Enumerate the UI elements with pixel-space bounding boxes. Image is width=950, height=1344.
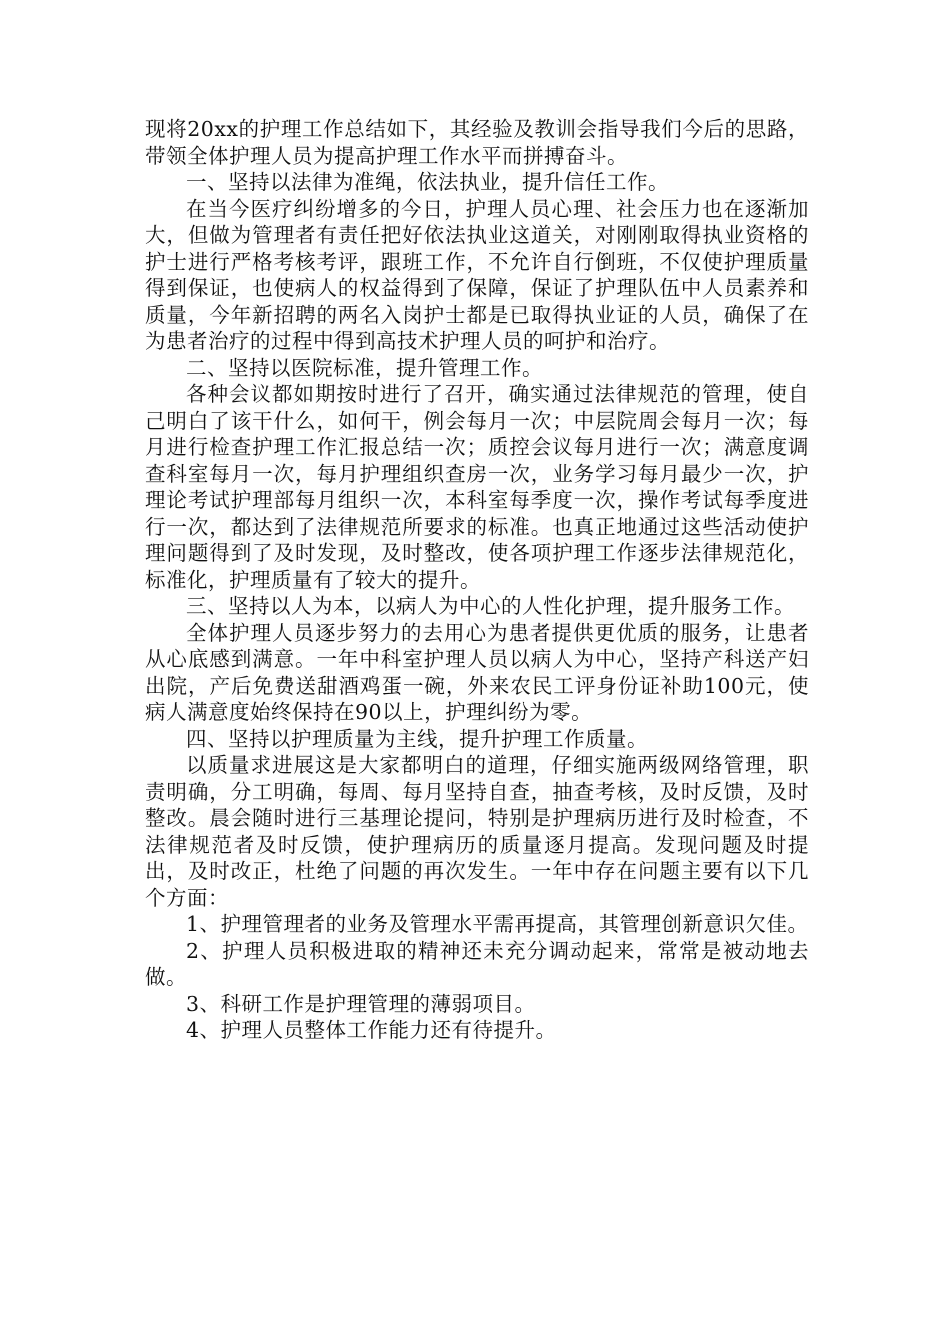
section-heading-1: 一、坚持以法律为准绳，依法执业，提升信任工作。 [186, 170, 669, 194]
body-paragraph: 全体护理人员逐步努力的去用心为患者提供更优质的服务，让患者从心底感到满意。一年中科室护理人员以病人为中心，坚持产科送产妇出院，产后免费送甜酒鸡蛋一碗，外来农民工评身份证补助100元，使病人满意度始终保持在90以上，护理纠纷为零。 [145, 620, 809, 724]
list-item: 3、科研工作是护理管理的薄弱项目。 [186, 991, 536, 1016]
section-heading-3: 三、坚持以人为本，以病人为中心的人性化护理，提升服务工作。 [186, 594, 795, 618]
intro-paragraph: 现将20xx的护理工作总结如下，其经验及教训会指导我们今后的思路，带领全体护理人员为提高护理工作水平而拼搏奋斗。 [145, 117, 809, 168]
body-paragraph: 在当今医疗纠纷增多的今日，护理人员心理、社会压力也在逐渐加大，但做为管理者有责任把好依法执业这道关，对刚刚取得执业资格的护士进行严格考核考评，跟班工作，不允许自行倒班，不仅使护理质量得到保证，也使病人的权益得到了保障，保证了护理队伍中人员素养和质量，今年新招聘的两名入岗护士都是已取得执业证的人员，确保了在为患者治疗的过程中得到高技术护理人员的呵护和治疗。 [145, 196, 809, 353]
body-paragraph: 以质量求进展这是大家都明白的道理，仔细实施两级网络管理，职责明确，分工明确，每周、每月坚持自查，抽查考核，及时反馈，及时整改。晨会随时进行三基理论提问，特别是护理病历进行及时检查，不法律规范者及时反馈，使护理病历的质量逐月提高。发现问题及时提出，及时改正，杜绝了问题的再次发生。一年中存在问题主要有以下几个方面： [145, 753, 809, 910]
list-item: 4、护理人员整体工作能力还有待提升。 [186, 1018, 557, 1042]
list-item: 2、护理人员积极进取的精神还未充分调动起来，常常是被动地去做。 [145, 938, 809, 989]
section-heading-2: 二、坚持以医院标准，提升管理工作。 [186, 355, 543, 380]
document-body [145, 116, 809, 1044]
section-heading-4: 四、坚持以护理质量为主线，提升护理工作质量。 [186, 726, 648, 751]
body-paragraph: 各种会议都如期按时进行了召开，确实通过法律规范的管理，使自己明白了该干什么，如何干，例会每月一次；中层院周会每月一次；每月进行检查护理工作汇报总结一次；质控会议每月进行一次；满意度调查科室每月一次，每月护理组织查房一次，业务学习每月最少一次，护理论考试护理部每月组织一次，本科室每季度一次，操作考试每季度进行一次，都达到了法律规范所要求的标准。也真正地通过这些活动使护理问题得到了及时发现，及时整改，使各项护理工作逐步法律规范化，标准化，护理质量有了较大的提升。 [145, 382, 809, 592]
list-item: 1、护理管理者的业务及管理水平需再提高，其管理创新意识欠佳。 [186, 912, 809, 936]
